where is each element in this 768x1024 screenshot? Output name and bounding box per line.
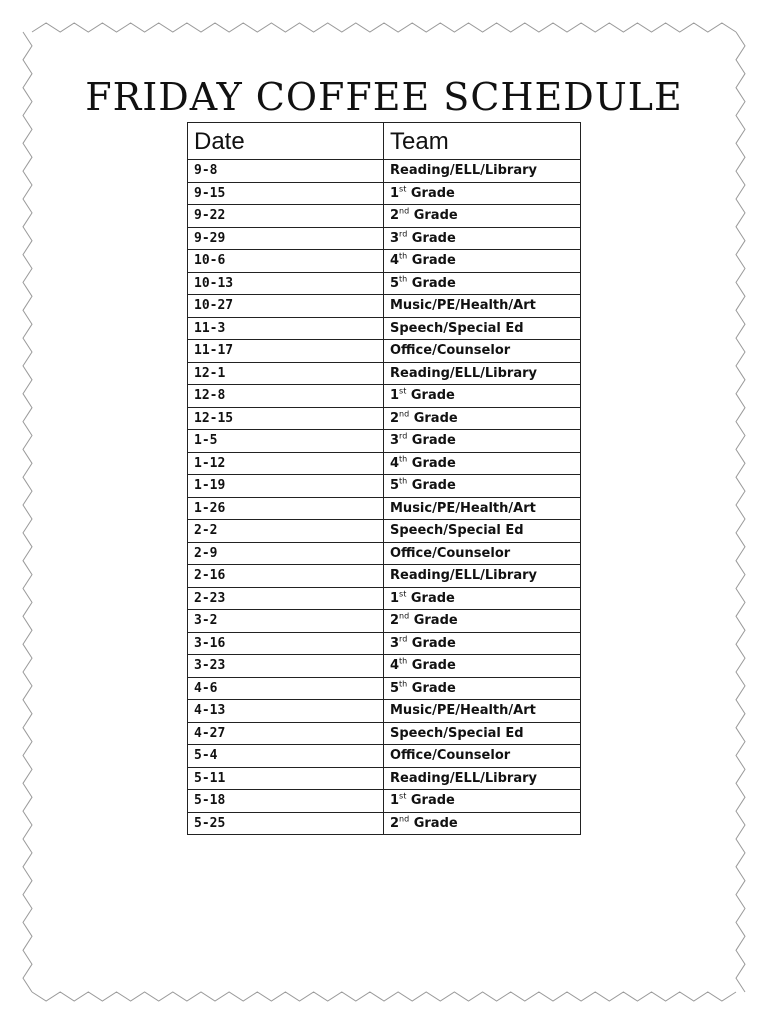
team-cell — [384, 407, 581, 430]
date-cell: 1-12 — [188, 452, 384, 475]
team-cell — [384, 610, 581, 633]
team-cell — [384, 700, 581, 723]
ordinal-suffix: rd — [399, 229, 408, 239]
zigzag-left — [23, 32, 32, 992]
coffee-schedule-table — [187, 122, 581, 835]
date-cell: 1-26 — [188, 497, 384, 520]
ordinal-suffix: th — [399, 476, 408, 486]
team-name: 1 — [390, 793, 400, 809]
date-cell: 4-27 — [188, 722, 384, 745]
team-name: Music/PE/Health/Art — [390, 500, 536, 516]
team-cell — [384, 790, 581, 813]
team-name: 3 — [390, 635, 400, 651]
table-row — [188, 812, 581, 835]
team-name: Office/Counselor — [390, 343, 511, 359]
date-cell: 9-15 — [188, 182, 384, 205]
team-name: 1 — [390, 590, 400, 606]
grade-label: Grade — [406, 590, 455, 606]
team-name: Music/PE/Health/Art — [390, 298, 536, 314]
team-name: Music/PE/Health/Art — [390, 703, 536, 719]
team-name: Speech/Special Ed — [390, 725, 524, 741]
ordinal-suffix: rd — [399, 634, 408, 644]
team-name: 2 — [390, 815, 400, 831]
date-cell: 3-16 — [188, 632, 384, 655]
grade-label: Grade — [409, 410, 458, 426]
table-header-row — [188, 123, 581, 160]
date-cell: 4-13 — [188, 700, 384, 723]
team-cell — [384, 542, 581, 565]
team-cell — [384, 632, 581, 655]
team-name: 2 — [390, 208, 400, 224]
table-row — [188, 722, 581, 745]
table-row — [188, 452, 581, 475]
team-cell — [384, 745, 581, 768]
ordinal-suffix: st — [399, 791, 407, 801]
table-row — [188, 430, 581, 453]
header-date: Date — [188, 123, 384, 160]
team-cell — [384, 317, 581, 340]
table-row — [188, 790, 581, 813]
grade-label: Grade — [409, 208, 458, 224]
ordinal-suffix: th — [399, 454, 408, 464]
zigzag-bottom — [32, 992, 736, 1001]
table-row — [188, 520, 581, 543]
date-cell: 3-2 — [188, 610, 384, 633]
team-name: Speech/Special Ed — [390, 320, 524, 336]
team-cell — [384, 295, 581, 318]
zigzag-right — [736, 32, 745, 992]
ordinal-suffix: st — [399, 184, 407, 194]
ordinal-suffix: th — [399, 656, 408, 666]
table-row — [188, 182, 581, 205]
table-row — [188, 160, 581, 183]
table-row — [188, 407, 581, 430]
grade-label: Grade — [407, 658, 456, 674]
team-cell — [384, 227, 581, 250]
table-row — [188, 205, 581, 228]
team-cell — [384, 340, 581, 363]
date-cell: 4-6 — [188, 677, 384, 700]
team-name: Office/Counselor — [390, 545, 511, 561]
team-name: Reading/ELL/Library — [390, 568, 537, 584]
table-row — [188, 497, 581, 520]
table-row — [188, 475, 581, 498]
ordinal-suffix: th — [399, 251, 408, 261]
team-cell — [384, 250, 581, 273]
ordinal-suffix: st — [399, 386, 407, 396]
team-cell — [384, 565, 581, 588]
ordinal-suffix: nd — [399, 206, 410, 216]
grade-label: Grade — [407, 433, 456, 449]
team-name: Reading/ELL/Library — [390, 163, 537, 179]
grade-label: Grade — [406, 388, 455, 404]
table-row — [188, 385, 581, 408]
team-cell — [384, 497, 581, 520]
table-row — [188, 250, 581, 273]
team-name: Reading/ELL/Library — [390, 365, 537, 381]
table-row — [188, 677, 581, 700]
ordinal-suffix: st — [399, 589, 407, 599]
team-name: 3 — [390, 230, 400, 246]
ordinal-suffix: nd — [399, 611, 410, 621]
grade-label: Grade — [409, 613, 458, 629]
date-cell: 3-23 — [188, 655, 384, 678]
table-body — [188, 160, 581, 835]
grade-label: Grade — [407, 455, 456, 471]
ordinal-suffix: nd — [399, 814, 410, 824]
date-cell: 10-27 — [188, 295, 384, 318]
ordinal-suffix: nd — [399, 409, 410, 419]
date-cell: 9-29 — [188, 227, 384, 250]
header-team: Team — [384, 123, 581, 160]
grade-label: Grade — [407, 275, 456, 291]
date-cell: 9-8 — [188, 160, 384, 183]
table-row — [188, 767, 581, 790]
table-row — [188, 632, 581, 655]
team-cell — [384, 362, 581, 385]
grade-label: Grade — [407, 230, 456, 246]
grade-label: Grade — [406, 793, 455, 809]
grade-label: Grade — [406, 185, 455, 201]
table-row — [188, 700, 581, 723]
team-name: 4 — [390, 253, 400, 269]
grade-label: Grade — [407, 253, 456, 269]
table-row — [188, 745, 581, 768]
team-cell — [384, 587, 581, 610]
ordinal-suffix: rd — [399, 431, 408, 441]
table-row — [188, 295, 581, 318]
team-cell — [384, 272, 581, 295]
team-cell — [384, 677, 581, 700]
date-cell: 2-23 — [188, 587, 384, 610]
table-row — [188, 317, 581, 340]
team-name: 2 — [390, 410, 400, 426]
team-cell — [384, 385, 581, 408]
team-name: Speech/Special Ed — [390, 523, 524, 539]
table-row — [188, 565, 581, 588]
table-row — [188, 340, 581, 363]
team-name: Reading/ELL/Library — [390, 770, 537, 786]
date-cell: 12-1 — [188, 362, 384, 385]
grade-label: Grade — [409, 815, 458, 831]
table-row — [188, 362, 581, 385]
team-cell — [384, 205, 581, 228]
team-cell — [384, 182, 581, 205]
date-cell: 1-5 — [188, 430, 384, 453]
table-row — [188, 542, 581, 565]
date-cell: 10-13 — [188, 272, 384, 295]
team-cell — [384, 452, 581, 475]
date-cell: 2-16 — [188, 565, 384, 588]
date-cell: 2-9 — [188, 542, 384, 565]
team-name: 2 — [390, 613, 400, 629]
table-row — [188, 587, 581, 610]
date-cell: 11-3 — [188, 317, 384, 340]
team-cell — [384, 655, 581, 678]
page-title: FRIDAY COFFEE SCHEDULE — [85, 75, 683, 120]
team-name: 5 — [390, 478, 400, 494]
grade-label: Grade — [407, 478, 456, 494]
team-cell — [384, 520, 581, 543]
date-cell: 5-11 — [188, 767, 384, 790]
grade-label: Grade — [407, 635, 456, 651]
table-row — [188, 227, 581, 250]
team-cell — [384, 430, 581, 453]
date-cell: 5-4 — [188, 745, 384, 768]
date-cell: 5-18 — [188, 790, 384, 813]
table-row — [188, 272, 581, 295]
date-cell: 9-22 — [188, 205, 384, 228]
team-name: 1 — [390, 185, 400, 201]
team-name: 5 — [390, 275, 400, 291]
team-name: 4 — [390, 658, 400, 674]
grade-label: Grade — [407, 680, 456, 696]
team-name: 3 — [390, 433, 400, 449]
team-name: Office/Counselor — [390, 748, 511, 764]
team-cell — [384, 722, 581, 745]
team-cell — [384, 767, 581, 790]
ordinal-suffix: th — [399, 274, 408, 284]
zigzag-top — [32, 23, 736, 32]
date-cell: 10-6 — [188, 250, 384, 273]
date-cell: 12-15 — [188, 407, 384, 430]
team-name: 4 — [390, 455, 400, 471]
team-name: 1 — [390, 388, 400, 404]
table-row — [188, 610, 581, 633]
team-cell — [384, 160, 581, 183]
date-cell: 12-8 — [188, 385, 384, 408]
ordinal-suffix: th — [399, 679, 408, 689]
date-cell: 1-19 — [188, 475, 384, 498]
table-row — [188, 655, 581, 678]
team-name: 5 — [390, 680, 400, 696]
team-cell — [384, 812, 581, 835]
date-cell: 11-17 — [188, 340, 384, 363]
date-cell: 2-2 — [188, 520, 384, 543]
team-cell — [384, 475, 581, 498]
date-cell: 5-25 — [188, 812, 384, 835]
